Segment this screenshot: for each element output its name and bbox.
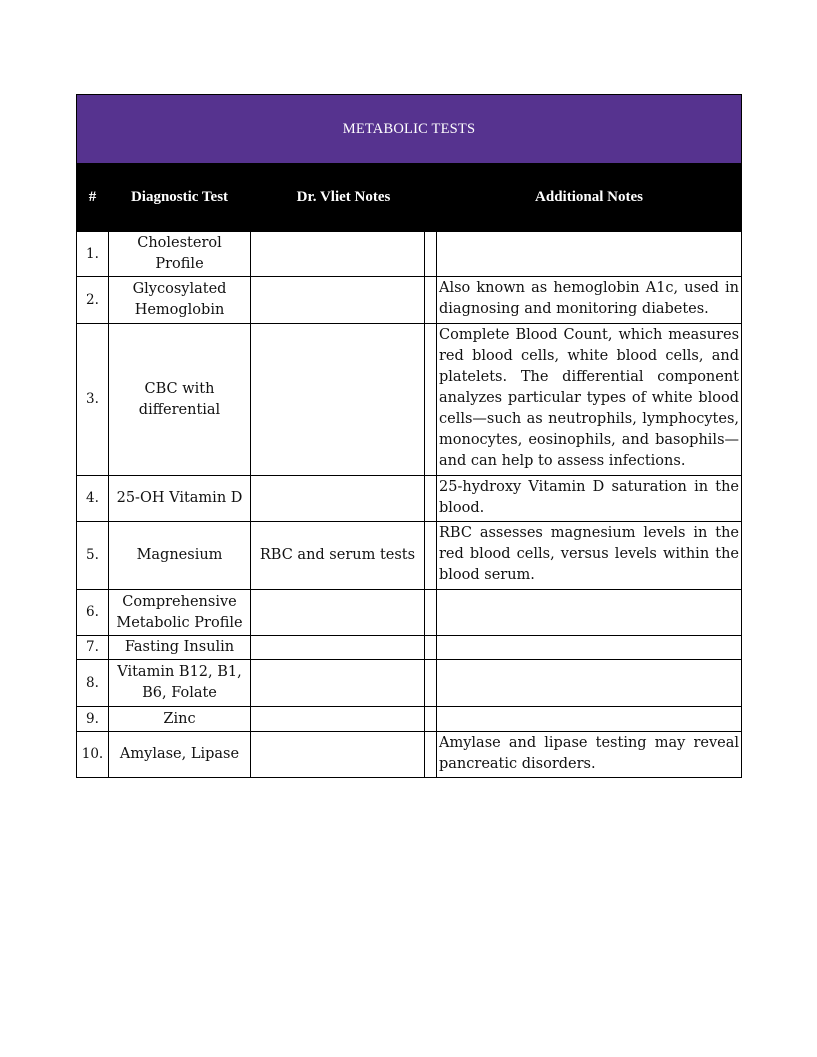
additional-notes-cell: Complete Blood Count, which measures red blood cells, white blood cells, and platelets. The differential component analyzes particular types of white blood cells—such as neutrophils, lymphocytes, monocytes, eosinophils, and basophils—and can help to assess infections. <box>437 324 742 476</box>
row-number: 3. <box>77 324 109 476</box>
spacer-cell <box>425 707 437 732</box>
diagnostic-test-cell: Amylase, Lipase <box>109 732 251 778</box>
row-number: 1. <box>77 232 109 277</box>
table-row <box>77 476 742 522</box>
dr-notes-cell <box>251 707 425 732</box>
spacer-cell <box>425 636 437 660</box>
row-number: 6. <box>77 590 109 636</box>
dr-notes-cell <box>251 232 425 277</box>
column-header-diagnostic-test: Diagnostic Test <box>109 164 251 232</box>
dr-notes-cell <box>251 476 425 522</box>
table-row <box>77 732 742 778</box>
row-number: 10. <box>77 732 109 778</box>
row-number: 4. <box>77 476 109 522</box>
spacer-cell <box>425 277 437 324</box>
spacer-cell <box>425 732 437 778</box>
table-row <box>77 707 742 732</box>
diagnostic-test-cell: Glycosylated Hemoglobin <box>109 277 251 324</box>
spacer-cell <box>425 476 437 522</box>
table-row <box>77 522 742 590</box>
table-row <box>77 590 742 636</box>
additional-notes-cell: RBC assesses magnesium levels in the red blood cells, versus levels within the blood serum. <box>437 522 742 590</box>
dr-notes-cell <box>251 324 425 476</box>
spacer-cell <box>425 522 437 590</box>
row-number: 2. <box>77 277 109 324</box>
dr-notes-cell <box>251 590 425 636</box>
metabolic-tests-table <box>76 94 742 778</box>
dr-notes-cell <box>251 277 425 324</box>
spacer-cell <box>425 660 437 707</box>
diagnostic-test-cell: Comprehensive Metabolic Profile <box>109 590 251 636</box>
additional-notes-cell: 25-hydroxy Vitamin D saturation in the blood. <box>437 476 742 522</box>
row-number: 8. <box>77 660 109 707</box>
diagnostic-test-cell: Zinc <box>109 707 251 732</box>
table-row <box>77 277 742 324</box>
spacer-cell <box>425 232 437 277</box>
diagnostic-test-cell: Cholesterol Profile <box>109 232 251 277</box>
row-number: 5. <box>77 522 109 590</box>
diagnostic-test-cell: Magnesium <box>109 522 251 590</box>
spacer-cell <box>425 590 437 636</box>
dr-notes-cell <box>251 636 425 660</box>
additional-notes-cell <box>437 636 742 660</box>
diagnostic-test-cell: Fasting Insulin <box>109 636 251 660</box>
additional-notes-cell <box>437 232 742 277</box>
spacer-cell <box>425 324 437 476</box>
table-row <box>77 660 742 707</box>
additional-notes-cell <box>437 660 742 707</box>
table-header-row <box>77 164 742 232</box>
additional-notes-cell: Amylase and lipase testing may reveal pancreatic disorders. <box>437 732 742 778</box>
diagnostic-test-cell: Vitamin B12, B1, B6, Folate <box>109 660 251 707</box>
table-row <box>77 324 742 476</box>
column-header-number: # <box>77 164 109 232</box>
diagnostic-test-cell: 25-OH Vitamin D <box>109 476 251 522</box>
table-title: METABOLIC TESTS <box>77 95 742 164</box>
row-number: 9. <box>77 707 109 732</box>
column-header-additional-notes: Additional Notes <box>437 164 742 232</box>
diagnostic-test-cell: CBC with differential <box>109 324 251 476</box>
additional-notes-cell: Also known as hemoglobin A1c, used in diagnosing and monitoring diabetes. <box>437 277 742 324</box>
column-header-dr-vliet-notes: Dr. Vliet Notes <box>251 164 437 232</box>
dr-notes-cell <box>251 732 425 778</box>
additional-notes-cell <box>437 707 742 732</box>
additional-notes-cell <box>437 590 742 636</box>
table-row <box>77 636 742 660</box>
dr-notes-cell: RBC and serum tests <box>251 522 425 590</box>
table-row <box>77 232 742 277</box>
table-title-row <box>77 95 742 164</box>
metabolic-tests-table-container <box>76 94 741 778</box>
row-number: 7. <box>77 636 109 660</box>
dr-notes-cell <box>251 660 425 707</box>
